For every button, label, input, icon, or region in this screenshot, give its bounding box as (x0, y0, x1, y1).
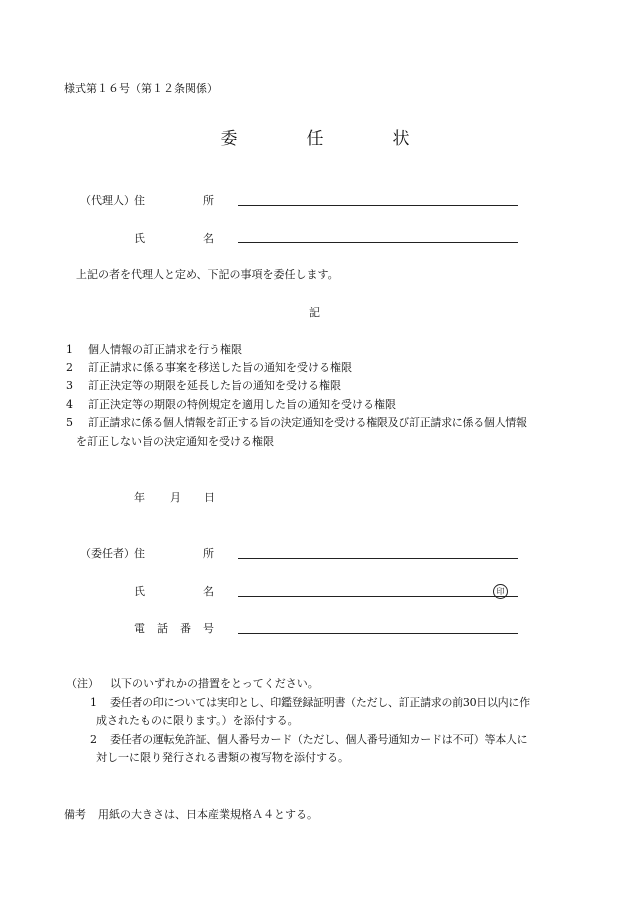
label-char: 住 (134, 547, 145, 560)
page-title: 委 任 状 (220, 129, 436, 149)
seal-mark-icon: 印 (493, 584, 508, 599)
principal-phone-label (134, 622, 214, 636)
notes-heading: （注） (66, 677, 99, 690)
item-number: 4 (66, 398, 73, 411)
principal-role-label: （委任者） (80, 547, 135, 560)
note-text-continued: 対し一に限り発行される書類の複写物を添付する。 (96, 751, 349, 764)
label-char: 住 (134, 194, 145, 207)
intro-text: 上記の者を代理人と定め、下記の事項を委任します。 (76, 268, 339, 281)
label-char: 番 (180, 622, 191, 635)
label-char: 氏 (134, 585, 145, 598)
label-char: 所 (203, 547, 214, 560)
form-number: 様式第１６号（第１２条関係） (64, 82, 218, 95)
principal-phone-field[interactable] (238, 633, 518, 634)
label-char: 号 (203, 622, 214, 635)
notes-intro: 以下のいずれかの措置をとってください。 (110, 677, 319, 690)
remarks-text: 用紙の大きさは、日本産業規格Ａ４とする。 (98, 808, 318, 821)
date-year-label: 年 (134, 491, 145, 504)
item-text: 訂正請求に係る個人情報を訂正する旨の決定通知を受ける権限及び訂正請求に係る個人情報 (88, 416, 527, 429)
date-day-label: 日 (204, 491, 215, 504)
item-number: 3 (66, 379, 73, 392)
date-month-label: 月 (170, 491, 181, 504)
label-char: 電 (134, 622, 145, 635)
note-number: 1 (90, 696, 97, 709)
item-number: 1 (66, 343, 73, 356)
note-text: 委任者の印については実印とし、印鑑登録証明書（ただし、訂正請求の前30日以内に作 (110, 696, 530, 709)
agent-address-label (134, 194, 214, 208)
agent-address-field[interactable] (238, 205, 518, 206)
agent-role-label: （代理人） (80, 194, 135, 207)
note-text: 委任者の運転免許証、個人番号カード（ただし、個人番号通知カードは不可）等本人に (110, 733, 528, 746)
note-number: 2 (90, 733, 97, 746)
note-text-continued: 成されたものに限ります。）を添付する。 (96, 714, 299, 727)
item-text: 訂正決定等の期限の特例規定を適用した旨の通知を受ける権限 (88, 398, 396, 411)
item-text: 個人情報の訂正請求を行う権限 (88, 343, 242, 356)
item-number: 5 (66, 416, 73, 429)
principal-name-label (134, 585, 214, 599)
remarks-label: 備考 (64, 808, 86, 821)
principal-name-field[interactable] (238, 596, 518, 597)
label-char: 名 (203, 585, 214, 598)
item-text: 訂正請求に係る事案を移送した旨の通知を受ける権限 (88, 361, 352, 374)
principal-address-field[interactable] (238, 558, 518, 559)
label-char: 名 (203, 232, 214, 245)
agent-name-field[interactable] (238, 242, 518, 243)
agent-name-label (134, 232, 214, 246)
item-text: 訂正決定等の期限を延長した旨の通知を受ける権限 (88, 379, 341, 392)
label-char: 話 (157, 622, 168, 635)
principal-address-label (134, 547, 214, 561)
label-char: 所 (203, 194, 214, 207)
item-number: 2 (66, 361, 73, 374)
label-char: 氏 (134, 232, 145, 245)
ki-heading: 記 (309, 306, 320, 319)
item-text-continued: を訂正しない旨の決定通知を受ける権限 (76, 435, 274, 448)
